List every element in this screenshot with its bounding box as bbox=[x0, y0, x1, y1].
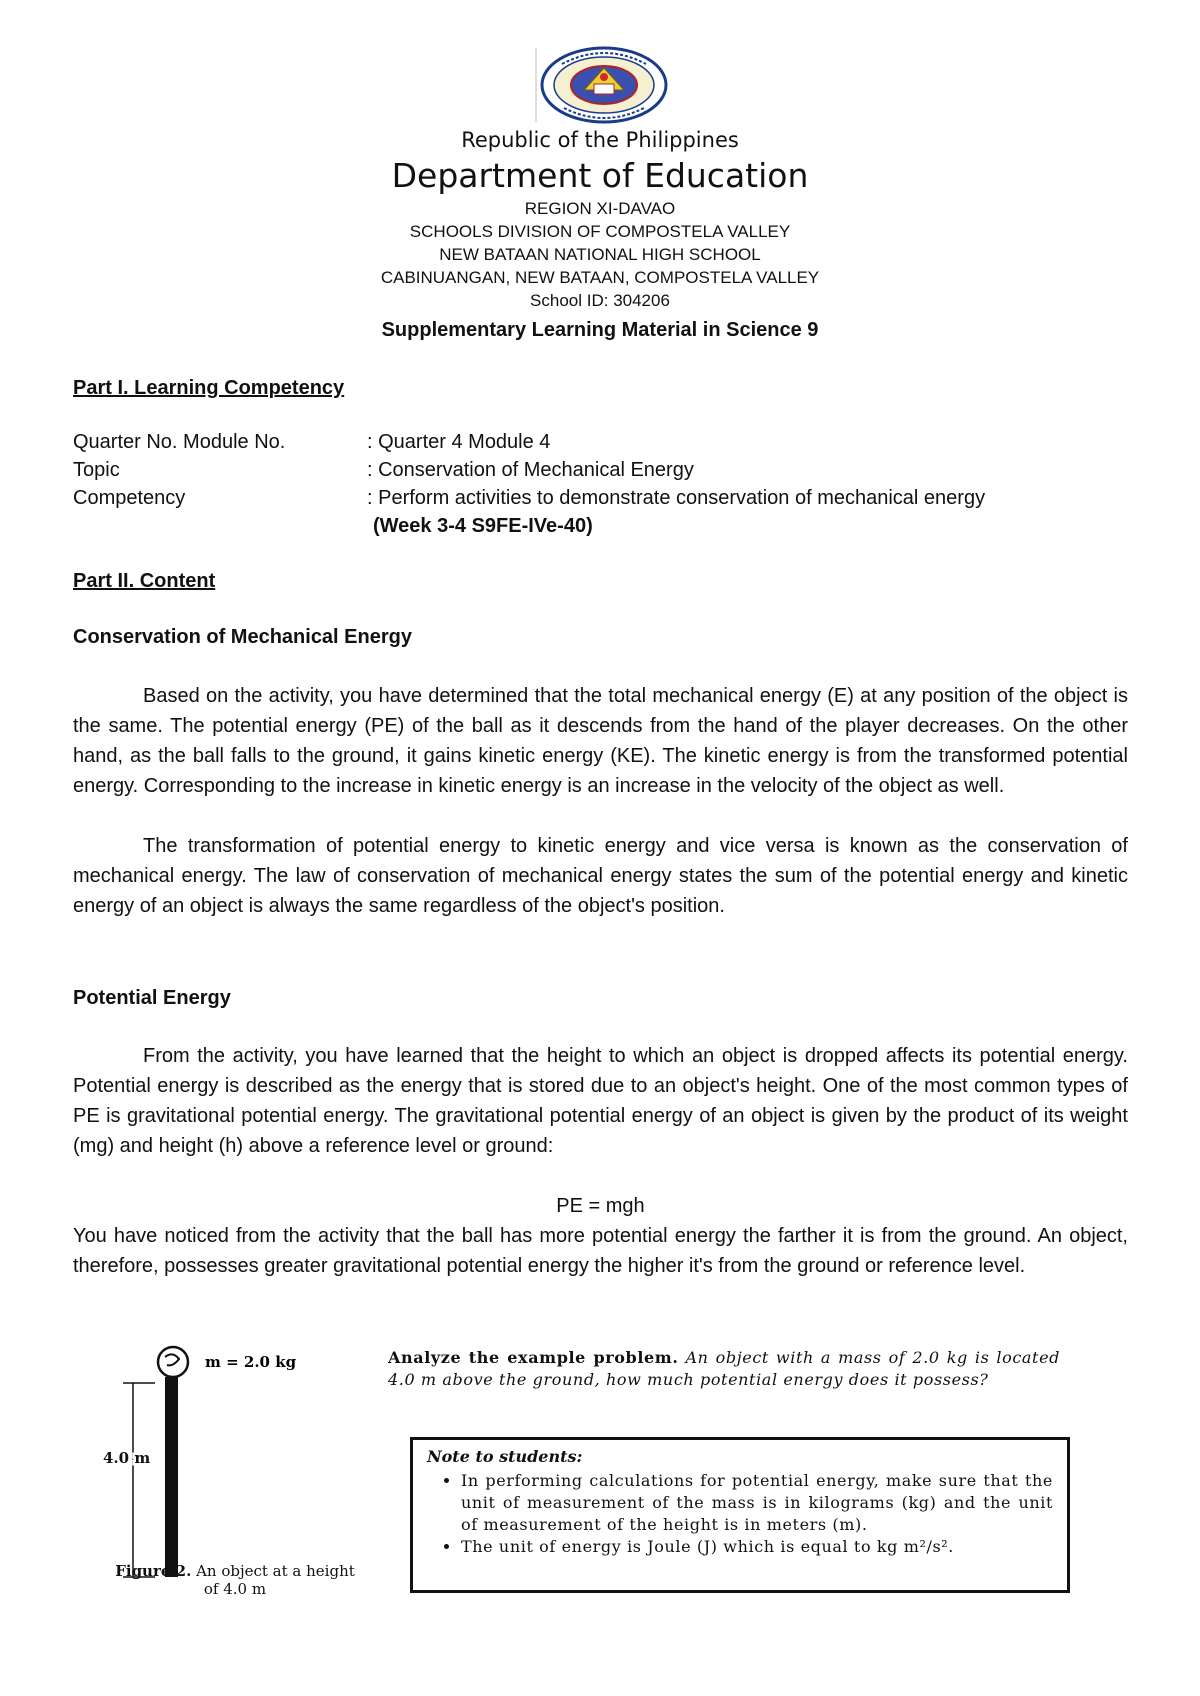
height-label: 4.0 m bbox=[103, 1449, 151, 1467]
figure-caption-text: An object at a height of 4.0 m bbox=[191, 1562, 355, 1598]
paragraph-potential-1: From the activity, you have learned that the height to which an object is dropped affects its potential energy. Potential energy is described as the energy that is stored due to an object's height. One of the most common types of PE is gravitational potential energy. The gravitational potential energy of an object is given by the product of its weight (mg) and height (h) above a reference level or ground: bbox=[73, 1045, 1128, 1157]
example-problem bbox=[388, 1347, 1060, 1391]
row-value: : Perform activities to demonstrate conservation of mechanical energy bbox=[367, 487, 986, 509]
row-value: : Conservation of Mechanical Energy bbox=[367, 459, 694, 481]
row-value: : Quarter 4 Module 4 bbox=[367, 431, 551, 453]
example-problem-text: An object with a mass of 2.0 kg is located 4.0 m above the ground, how much potential energy does it possess? bbox=[388, 1348, 1061, 1389]
figure-caption-label: Figure 2. bbox=[115, 1562, 192, 1580]
pole-icon bbox=[165, 1377, 178, 1577]
week-code-text: (Week 3-4 S9FE-IVe-40) bbox=[373, 515, 593, 537]
paragraph-conservation-2: The transformation of potential energy to kinetic energy and vice versa is known as the conservation of mechanical energy. The law of conservation of mechanical energy states the sum of the potential energy and kinetic energy of an object is always the same regardless of the object's position. bbox=[73, 835, 1128, 917]
region-line: REGION XI-DAVAO bbox=[524, 199, 676, 218]
example-lead: Analyze the example problem. bbox=[388, 1348, 679, 1367]
school-id-line: School ID: 304206 bbox=[530, 291, 670, 310]
paragraph-conservation-1: Based on the activity, you have determined that the total mechanical energy (E) at any position of the object is the same. The potential energy (PE) of the ball as it descends from the hand of the player decreases. On the other hand, as the ball falls to the ground, it gains kinetic energy (KE). The kinetic energy is from the transformed potential energy. Corresponding to the increase in kinetic energy is an increase in the velocity of the object as well. bbox=[73, 685, 1128, 797]
part1-heading: Part I. Learning Competency bbox=[73, 377, 345, 399]
republic-line: Republic of the Philippines bbox=[461, 128, 739, 152]
address-line: CABINUANGAN, NEW BATAAN, COMPOSTELA VALLEY bbox=[380, 268, 820, 287]
note-bullet-1: • In performing calculations for potential energy, make sure that the unit of measurement of the mass is in kilograms (kg) and the unit of measurement of the height is in meters (m). bbox=[461, 1470, 1053, 1536]
note-title: Note to students: bbox=[427, 1447, 583, 1466]
deped-seal-icon bbox=[532, 44, 674, 126]
school-line: NEW BATAAN NATIONAL HIGH SCHOOL bbox=[439, 245, 761, 264]
part2-heading: Part II. Content bbox=[73, 570, 216, 592]
height-figure bbox=[95, 1345, 365, 1595]
row-label: Topic bbox=[73, 459, 120, 481]
note-list bbox=[427, 1470, 1053, 1558]
section-title-potential: Potential Energy bbox=[73, 987, 231, 1009]
row-label: Competency bbox=[73, 487, 186, 509]
division-line: SCHOOLS DIVISION OF COMPOSTELA VALLEY bbox=[409, 222, 791, 241]
row-label: Quarter No. Module No. bbox=[73, 431, 286, 453]
department-name: Department of Education bbox=[391, 156, 809, 195]
formula: PE = mgh bbox=[556, 1195, 645, 1217]
paragraph-potential-2: You have noticed from the activity that the ball has more potential energy the farther it is from the ground. An object, therefore, possesses greater gravitational potential energy the higher it's from the ground or reference level. bbox=[73, 1225, 1128, 1277]
section-title-conservation: Conservation of Mechanical Energy bbox=[73, 626, 412, 648]
note-box bbox=[410, 1437, 1070, 1593]
document-title: Supplementary Learning Material in Science 9 bbox=[381, 319, 819, 341]
figure-caption bbox=[110, 1562, 360, 1598]
note-bullet-2: • The unit of energy is Joule (J) which is equal to kg m²/s². bbox=[461, 1536, 1053, 1558]
ball-icon bbox=[158, 1347, 188, 1377]
mass-label: m = 2.0 kg bbox=[205, 1353, 297, 1371]
